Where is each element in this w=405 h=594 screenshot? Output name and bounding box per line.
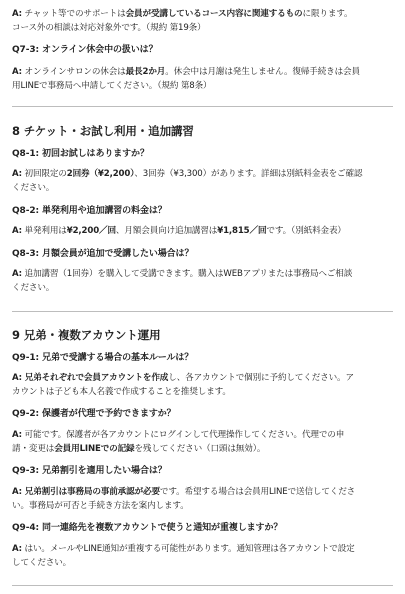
answer-9-3: A: 兄弟割引は事務局の事前承認が必要です。希望する場合は会員用LINEで送信してくださ い。事務局が可否と手続き方法を案内します。 <box>12 487 356 511</box>
answer-7-3: A: オンラインサロンの休会は最長2か月。休会中は月謝は発生しません。復帰手続きは会員 用LINEで事務局へ申請してください。（規約 第8条） <box>12 67 360 91</box>
answer-9-2: A: 可能です。保護者が各アカウントにログインして代理操作してください。代理での申 請・変更は会員用LINEでの記録を残してください（口頭は無効）。 <box>12 430 345 454</box>
question-8-1: Q8-1: 初回お試しはありますか？ <box>12 149 149 159</box>
question-8-3: Q8-3: 月額会員が追加で受講したい場合は？ <box>12 249 194 259</box>
answer-8-1: A: 初回限定の2回券（¥2,200）、3回券（¥3,300）があります。詳細は別紙料金表をご確認 ください。 <box>12 169 363 193</box>
answer-prefix: A: <box>12 269 22 279</box>
answer-prefix: A: <box>12 544 22 554</box>
question-9-2: Q9-2: 保護者が代理で予約できますか？ <box>12 409 176 419</box>
question-9-4: Q9-4: 同一連絡先を複数アカウントで使うと通知が重複しますか？ <box>12 523 283 533</box>
answer-8-3: A: 追加講習（1回券）を購入して受講できます。購入はWEBアプリまたは事務局へご相談 ください。 <box>12 269 353 293</box>
answer-7-2: A: チャット等でのサポートは会員が受講しているコース内容に関連するものに限ります。 コース外の相談は対応対象外です。（規約 第19条） <box>12 9 353 33</box>
question-7-3: Q7-3: オンライン休会中の扱いは？ <box>12 45 158 55</box>
answer-prefix: A: <box>12 67 22 77</box>
answer-9-1: A: 兄弟それぞれで会員アカウントを作成し、各アカウントで個別に予約してください。ア カウントは子ども本人名義で作成することを推奨します。 <box>12 373 354 397</box>
section-divider <box>12 311 393 312</box>
answer-prefix: A: <box>12 487 22 497</box>
section-heading-9: 9 兄弟・複数アカウント運用 <box>12 328 161 342</box>
section-divider <box>12 106 393 107</box>
answer-9-4: A: はい。メールやLINE通知が重複する可能性があります。通知管理は各アカウントで設定 してください。 <box>12 544 355 568</box>
answer-8-2: A: 単発利用は¥2,200／回、月額会員向け追加講習は¥1,815／回です。（別紙料金表） <box>12 226 346 236</box>
answer-prefix: A: <box>12 169 22 179</box>
answer-prefix: A: <box>12 226 22 236</box>
question-8-2: Q8-2: 単発利用や追加講習の料金は？ <box>12 206 167 216</box>
section-divider <box>12 585 393 586</box>
answer-prefix: A: <box>12 430 22 440</box>
answer-prefix: A: <box>12 373 22 383</box>
answer-prefix: A: <box>12 9 22 19</box>
question-9-3: Q9-3: 兄弟割引を適用したい場合は？ <box>12 466 167 476</box>
question-9-1: Q9-1: 兄弟で受講する場合の基本ルールは？ <box>12 353 194 363</box>
section-heading-8: 8 チケット・お試し利用・追加講習 <box>12 124 194 138</box>
